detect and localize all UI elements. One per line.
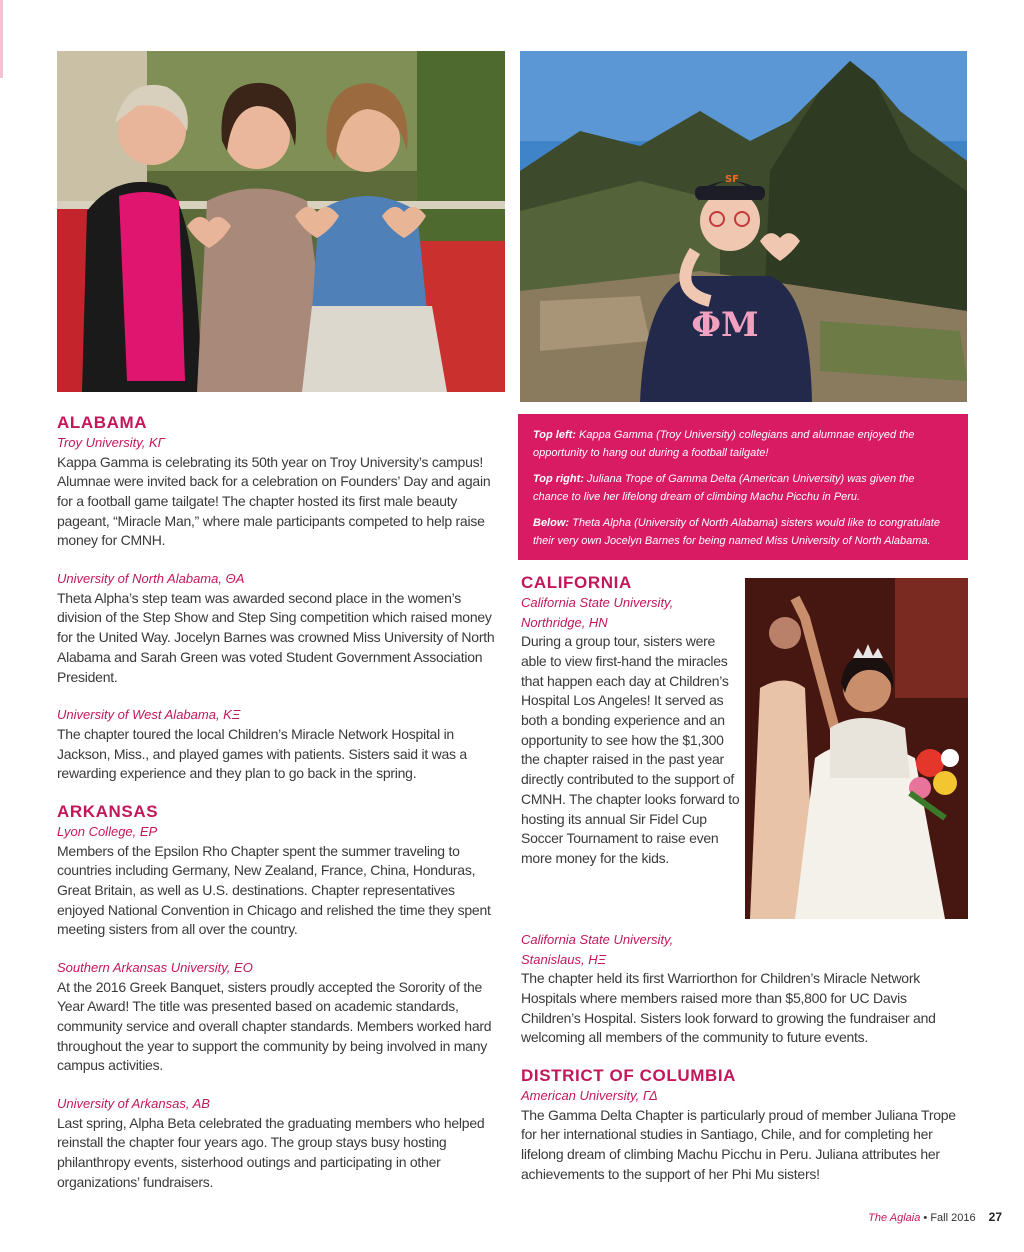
school-stanislaus-line2: Stanislaus, ΗΞ <box>521 951 607 967</box>
text-troy: Kappa Gamma is celebrating its 50th year on Troy University’s campus! Alumnae were invited back for a celebration on Founders’ Day and again for a football game tailgate! The chapter hosted its first male beauty pageant, “Miracle Man,” where male participants competed to help raise money for CMNH. <box>57 453 491 549</box>
right-column-lower <box>521 930 967 1184</box>
photo-alumnae-tailgate <box>57 51 505 392</box>
text-stanislaus: The chapter held its first Warriorthon for Children’s Miracle Network Hospitals where members raised more than $5,800 for UC Davis Children’s Hospital. Sisters look forward to growing the fundraiser and welcoming all members of the community to future events. <box>521 970 936 1046</box>
text-uwa: The chapter toured the local Children’s Miracle Network Hospital in Jackson, Miss., and played games with patients. Sisters said it was a rewarding experience and they plan to go back in the spring. <box>57 725 467 782</box>
right-column-upper <box>521 573 743 869</box>
heading-alabama: ALABAMA <box>57 413 148 432</box>
school-ua: University of Arkansas, AB <box>57 1096 210 1112</box>
text-american: The Gamma Delta Chapter is particularly proud of member Juliana Trope for her international studies in Santiago, Chile, and for completing her lifelong dream of climbing Machu Picchu in Peru. Juliana attributes her achievements to the support of her Phi Mu sisters! <box>521 1106 956 1182</box>
text-una: Theta Alpha’s step team was awarded second place in the women’s division of the Step Show and Step Sing competition which raised money for the United Way. Jocelyn Barnes was crowned Miss University of North Alabama and Sarah Green was voted Student Government Association President. <box>57 589 495 685</box>
text-lyon: Members of the Epsilon Rho Chapter spent the summer traveling to countries including Germany, New Zealand, France, China, Honduras, Great Britain, as well as U.S. destinations. Chapter representatives enjoyed National Convention in Chicago and relished the time they spent meeting sisters from all over the country. <box>57 842 491 938</box>
magazine-name: The Aglaia <box>868 1212 921 1224</box>
caption-top-right <box>533 471 952 506</box>
photo-miss-una <box>745 578 968 919</box>
school-sau: Southern Arkansas University, EO <box>57 960 253 976</box>
text-ua: Last spring, Alpha Beta celebrated the graduating members who helped reinstall the chapter four years ago. The group stays busy hosting philanthropy events, sisterhood outings and participating in other organizations’ fundraisers. <box>57 1114 485 1190</box>
text-csun: During a group tour, sisters were able to view first-hand the miracles that happen each day at Children’s Hospital Los Angeles! It served as both a bonding experience and an opportunity to see how the $1,300 the chapter raised in the past year directly contributed to the support of CMNH. The chapter looks forward to hosting its annual Sir Fidel Cup Soccer Tournament to raise even more money for the kids. <box>521 633 740 866</box>
photo-machu-picchu <box>520 51 967 402</box>
photo-captions-box <box>518 414 968 560</box>
left-column <box>57 413 497 1193</box>
heading-district-of-columbia: DISTRICT OF COLUMBIA <box>521 1066 737 1085</box>
caption-label: Below: <box>533 517 570 529</box>
cap-logo: SF <box>724 174 740 185</box>
caption-label: Top left: <box>533 429 576 441</box>
caption-label: Top right: <box>533 473 584 485</box>
school-stanislaus-line1: California State University, <box>521 932 674 947</box>
caption-below <box>533 515 952 550</box>
heading-california: CALIFORNIA <box>521 573 632 592</box>
school-american: American University, ΓΔ <box>521 1088 658 1103</box>
page-number: 27 <box>988 1210 1002 1224</box>
heading-arkansas: ARKANSAS <box>57 801 159 821</box>
text-sau: At the 2016 Greek Banquet, sisters proudly accepted the Sorority of the Year Award! The title was presented based on academic standards, community service and overall chapter standards. Members worked hard throughout the year to support the community by being involved in many campus activities. <box>57 978 492 1074</box>
school-uwa: University of West Alabama, ΚΞ <box>57 707 241 723</box>
caption-text: Theta Alpha (University of North Alabama) sisters would like to congratulate their very own Jocelyn Barnes for being named Miss University of North Alabama. <box>533 517 940 547</box>
school-csun-line2: Northridge, HN <box>521 614 608 630</box>
page-footer <box>868 1210 1002 1224</box>
page-edge-mark <box>0 0 3 78</box>
caption-text: Kappa Gamma (Troy University) collegians and alumnae enjoyed the opportunity to hang out during a football tailgate! <box>533 429 915 459</box>
school-lyon: Lyon College, EP <box>57 823 158 839</box>
issue-label: • Fall 2016 <box>923 1212 976 1224</box>
caption-text: Juliana Trope of Gamma Delta (American University) was given the chance to live her lifelong dream of climbing Machu Picchu in Peru. <box>533 473 915 503</box>
caption-top-left <box>533 427 952 462</box>
shirt-letters: ΦΜ <box>691 305 759 345</box>
school-una: University of North Alabama, ΘA <box>57 571 245 587</box>
school-csun-line1: California State University, <box>521 595 674 610</box>
school-troy: Troy University, ΚΓ <box>57 435 166 450</box>
